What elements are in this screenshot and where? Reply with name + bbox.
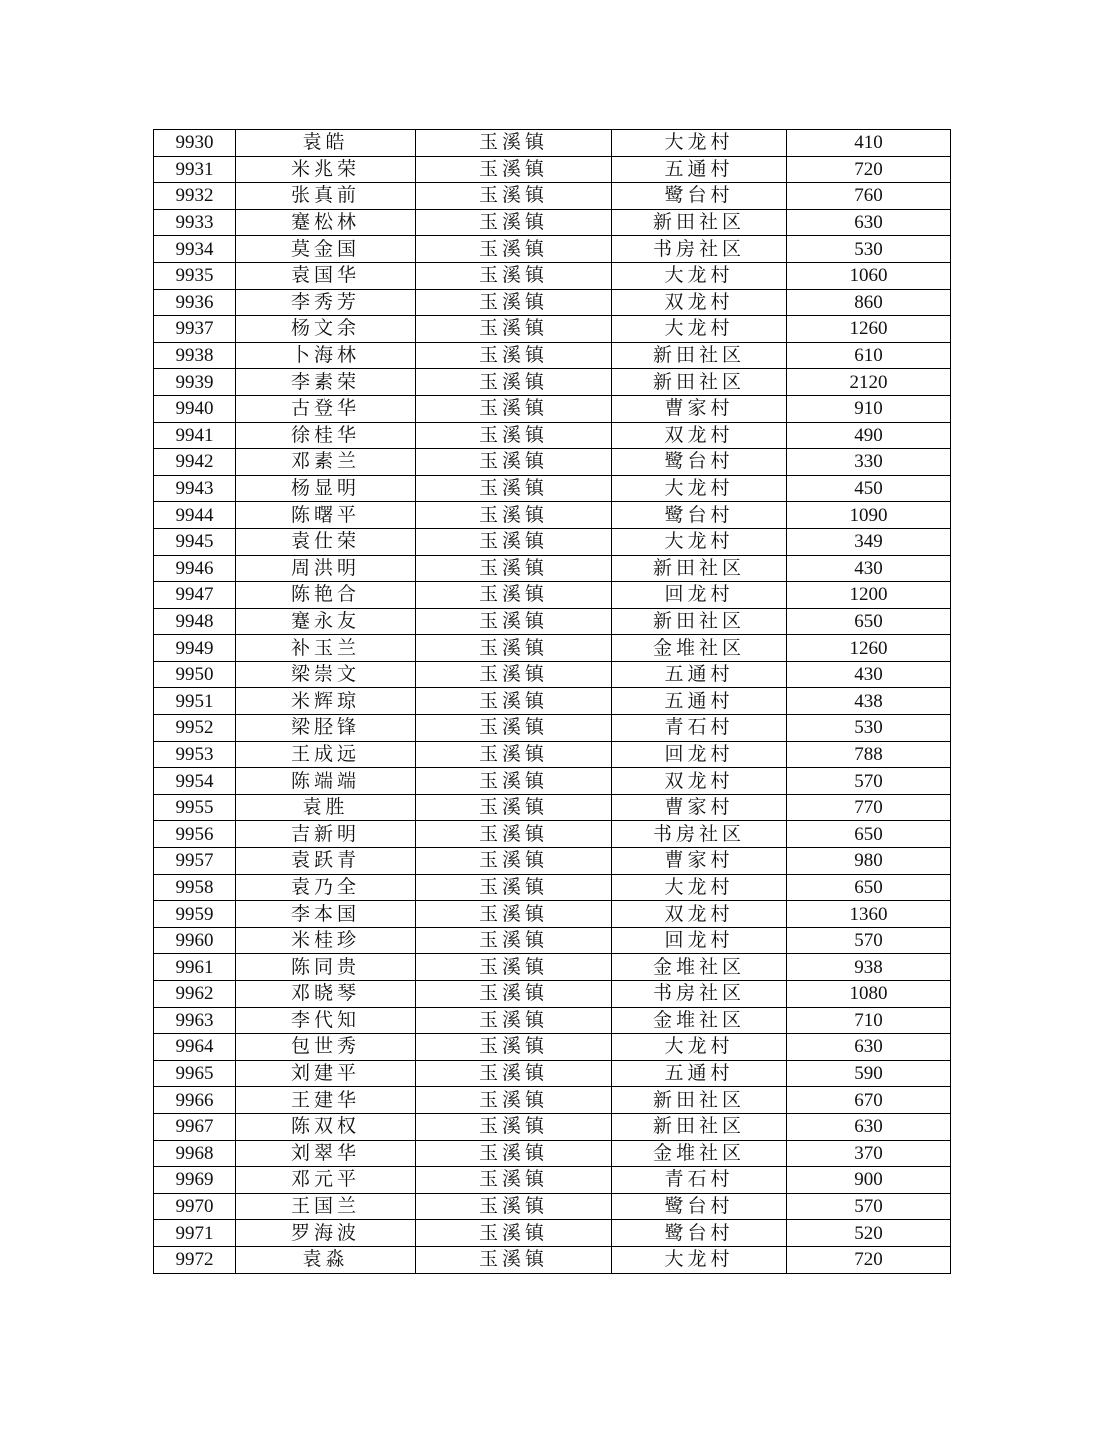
row-number-cell: 9935 (154, 262, 236, 289)
table-row (154, 555, 951, 582)
village-cell: 双龙村 (612, 901, 787, 928)
table-row (154, 422, 951, 449)
person-name-cell: 梁崇文 (236, 661, 416, 688)
table-row (154, 1140, 951, 1167)
row-number-cell: 9946 (154, 555, 236, 582)
table-row (154, 874, 951, 901)
row-number-cell: 9945 (154, 528, 236, 555)
person-name-cell: 袁乃全 (236, 874, 416, 901)
town-cell: 玉溪镇 (416, 1007, 612, 1034)
amount-cell: 450 (787, 475, 951, 502)
row-number-cell: 9941 (154, 422, 236, 449)
row-number-cell: 9932 (154, 183, 236, 210)
town-cell: 玉溪镇 (416, 422, 612, 449)
data-table (153, 129, 951, 1274)
amount-cell: 720 (787, 1246, 951, 1273)
table-row (154, 369, 951, 396)
town-cell: 玉溪镇 (416, 528, 612, 555)
table-row (154, 715, 951, 742)
table-row (154, 130, 951, 157)
village-cell: 五通村 (612, 1060, 787, 1087)
person-name-cell: 陈同贵 (236, 954, 416, 981)
village-cell: 金堆社区 (612, 1007, 787, 1034)
amount-cell: 630 (787, 1034, 951, 1061)
table-row (154, 342, 951, 369)
amount-cell: 1360 (787, 901, 951, 928)
row-number-cell: 9948 (154, 608, 236, 635)
person-name-cell: 陈双权 (236, 1113, 416, 1140)
village-cell: 书房社区 (612, 981, 787, 1008)
amount-cell: 610 (787, 342, 951, 369)
village-cell: 鹭台村 (612, 502, 787, 529)
town-cell: 玉溪镇 (416, 661, 612, 688)
person-name-cell: 邓晓琴 (236, 981, 416, 1008)
amount-cell: 330 (787, 449, 951, 476)
row-number-cell: 9937 (154, 316, 236, 343)
table-row (154, 954, 951, 981)
town-cell: 玉溪镇 (416, 502, 612, 529)
person-name-cell: 袁淼 (236, 1246, 416, 1273)
row-number-cell: 9965 (154, 1060, 236, 1087)
village-cell: 青石村 (612, 1167, 787, 1194)
amount-cell: 1080 (787, 981, 951, 1008)
person-name-cell: 周洪明 (236, 555, 416, 582)
town-cell: 玉溪镇 (416, 236, 612, 263)
table-row (154, 582, 951, 609)
table-row (154, 475, 951, 502)
town-cell: 玉溪镇 (416, 981, 612, 1008)
village-cell: 回龙村 (612, 927, 787, 954)
table-row (154, 848, 951, 875)
row-number-cell: 9947 (154, 582, 236, 609)
amount-cell: 1260 (787, 316, 951, 343)
village-cell: 大龙村 (612, 528, 787, 555)
row-number-cell: 9934 (154, 236, 236, 263)
table-row (154, 688, 951, 715)
table-row (154, 1246, 951, 1273)
amount-cell: 770 (787, 794, 951, 821)
row-number-cell: 9953 (154, 741, 236, 768)
person-name-cell: 袁胜 (236, 794, 416, 821)
person-name-cell: 杨文余 (236, 316, 416, 343)
village-cell: 双龙村 (612, 768, 787, 795)
person-name-cell: 张真前 (236, 183, 416, 210)
town-cell: 玉溪镇 (416, 635, 612, 662)
village-cell: 鹭台村 (612, 1193, 787, 1220)
amount-cell: 788 (787, 741, 951, 768)
amount-cell: 720 (787, 156, 951, 183)
table-row (154, 1220, 951, 1247)
person-name-cell: 李秀芳 (236, 289, 416, 316)
person-name-cell: 梁胫锋 (236, 715, 416, 742)
table-row (154, 395, 951, 422)
amount-cell: 710 (787, 1007, 951, 1034)
person-name-cell: 陈曙平 (236, 502, 416, 529)
row-number-cell: 9963 (154, 1007, 236, 1034)
village-cell: 新田社区 (612, 209, 787, 236)
row-number-cell: 9943 (154, 475, 236, 502)
row-number-cell: 9940 (154, 395, 236, 422)
town-cell: 玉溪镇 (416, 475, 612, 502)
person-name-cell: 吉新明 (236, 821, 416, 848)
village-cell: 青石村 (612, 715, 787, 742)
row-number-cell: 9964 (154, 1034, 236, 1061)
town-cell: 玉溪镇 (416, 768, 612, 795)
village-cell: 新田社区 (612, 369, 787, 396)
village-cell: 大龙村 (612, 1034, 787, 1061)
town-cell: 玉溪镇 (416, 1113, 612, 1140)
village-cell: 金堆社区 (612, 635, 787, 662)
row-number-cell: 9939 (154, 369, 236, 396)
village-cell: 金堆社区 (612, 954, 787, 981)
table-row (154, 794, 951, 821)
row-number-cell: 9955 (154, 794, 236, 821)
amount-cell: 530 (787, 715, 951, 742)
row-number-cell: 9969 (154, 1167, 236, 1194)
table-row (154, 1034, 951, 1061)
amount-cell: 430 (787, 661, 951, 688)
table-row (154, 1193, 951, 1220)
row-number-cell: 9958 (154, 874, 236, 901)
village-cell: 五通村 (612, 156, 787, 183)
village-cell: 书房社区 (612, 821, 787, 848)
town-cell: 玉溪镇 (416, 927, 612, 954)
amount-cell: 760 (787, 183, 951, 210)
village-cell: 大龙村 (612, 316, 787, 343)
table-row (154, 316, 951, 343)
amount-cell: 570 (787, 1193, 951, 1220)
amount-cell: 370 (787, 1140, 951, 1167)
table-row (154, 209, 951, 236)
row-number-cell: 9936 (154, 289, 236, 316)
table-row (154, 289, 951, 316)
person-name-cell: 古登华 (236, 395, 416, 422)
town-cell: 玉溪镇 (416, 1060, 612, 1087)
table-row (154, 661, 951, 688)
row-number-cell: 9954 (154, 768, 236, 795)
village-cell: 新田社区 (612, 342, 787, 369)
town-cell: 玉溪镇 (416, 289, 612, 316)
table-row (154, 449, 951, 476)
table-row (154, 1113, 951, 1140)
row-number-cell: 9933 (154, 209, 236, 236)
row-number-cell: 9931 (154, 156, 236, 183)
town-cell: 玉溪镇 (416, 741, 612, 768)
village-cell: 五通村 (612, 688, 787, 715)
town-cell: 玉溪镇 (416, 821, 612, 848)
person-name-cell: 王成远 (236, 741, 416, 768)
town-cell: 玉溪镇 (416, 1246, 612, 1273)
town-cell: 玉溪镇 (416, 848, 612, 875)
person-name-cell: 李素荣 (236, 369, 416, 396)
table-row (154, 741, 951, 768)
person-name-cell: 杨显明 (236, 475, 416, 502)
table-row (154, 927, 951, 954)
row-number-cell: 9951 (154, 688, 236, 715)
village-cell: 曹家村 (612, 794, 787, 821)
town-cell: 玉溪镇 (416, 874, 612, 901)
village-cell: 双龙村 (612, 289, 787, 316)
row-number-cell: 9956 (154, 821, 236, 848)
amount-cell: 650 (787, 608, 951, 635)
amount-cell: 980 (787, 848, 951, 875)
amount-cell: 570 (787, 927, 951, 954)
person-name-cell: 袁仕荣 (236, 528, 416, 555)
person-name-cell: 罗海波 (236, 1220, 416, 1247)
village-cell: 大龙村 (612, 130, 787, 157)
town-cell: 玉溪镇 (416, 1193, 612, 1220)
row-number-cell: 9967 (154, 1113, 236, 1140)
row-number-cell: 9972 (154, 1246, 236, 1273)
amount-cell: 938 (787, 954, 951, 981)
village-cell: 回龙村 (612, 741, 787, 768)
village-cell: 鹭台村 (612, 183, 787, 210)
row-number-cell: 9971 (154, 1220, 236, 1247)
person-name-cell: 邓素兰 (236, 449, 416, 476)
village-cell: 曹家村 (612, 848, 787, 875)
table-row (154, 1007, 951, 1034)
town-cell: 玉溪镇 (416, 369, 612, 396)
village-cell: 鹭台村 (612, 449, 787, 476)
table-row (154, 635, 951, 662)
village-cell: 新田社区 (612, 1087, 787, 1114)
amount-cell: 410 (787, 130, 951, 157)
row-number-cell: 9959 (154, 901, 236, 928)
amount-cell: 1200 (787, 582, 951, 609)
village-cell: 回龙村 (612, 582, 787, 609)
person-name-cell: 卜海林 (236, 342, 416, 369)
row-number-cell: 9952 (154, 715, 236, 742)
person-name-cell: 陈端端 (236, 768, 416, 795)
row-number-cell: 9961 (154, 954, 236, 981)
town-cell: 玉溪镇 (416, 794, 612, 821)
town-cell: 玉溪镇 (416, 1034, 612, 1061)
table-row (154, 528, 951, 555)
person-name-cell: 刘建平 (236, 1060, 416, 1087)
row-number-cell: 9942 (154, 449, 236, 476)
amount-cell: 910 (787, 395, 951, 422)
table-row (154, 768, 951, 795)
table-row (154, 608, 951, 635)
person-name-cell: 袁皓 (236, 130, 416, 157)
person-name-cell: 邓元平 (236, 1167, 416, 1194)
town-cell: 玉溪镇 (416, 582, 612, 609)
amount-cell: 349 (787, 528, 951, 555)
row-number-cell: 9938 (154, 342, 236, 369)
row-number-cell: 9950 (154, 661, 236, 688)
person-name-cell: 米辉琼 (236, 688, 416, 715)
person-name-cell: 徐桂华 (236, 422, 416, 449)
town-cell: 玉溪镇 (416, 342, 612, 369)
village-cell: 金堆社区 (612, 1140, 787, 1167)
table-row (154, 236, 951, 263)
row-number-cell: 9960 (154, 927, 236, 954)
table-row (154, 502, 951, 529)
row-number-cell: 9966 (154, 1087, 236, 1114)
town-cell: 玉溪镇 (416, 715, 612, 742)
person-name-cell: 莫金国 (236, 236, 416, 263)
table-row (154, 901, 951, 928)
person-name-cell: 补玉兰 (236, 635, 416, 662)
row-number-cell: 9944 (154, 502, 236, 529)
village-cell: 新田社区 (612, 608, 787, 635)
person-name-cell: 蹇松林 (236, 209, 416, 236)
table-row (154, 821, 951, 848)
row-number-cell: 9930 (154, 130, 236, 157)
town-cell: 玉溪镇 (416, 130, 612, 157)
amount-cell: 650 (787, 821, 951, 848)
amount-cell: 1260 (787, 635, 951, 662)
amount-cell: 650 (787, 874, 951, 901)
village-cell: 书房社区 (612, 236, 787, 263)
amount-cell: 630 (787, 209, 951, 236)
person-name-cell: 米兆荣 (236, 156, 416, 183)
village-cell: 大龙村 (612, 1246, 787, 1273)
village-cell: 大龙村 (612, 874, 787, 901)
row-number-cell: 9957 (154, 848, 236, 875)
village-cell: 新田社区 (612, 555, 787, 582)
town-cell: 玉溪镇 (416, 1167, 612, 1194)
amount-cell: 1090 (787, 502, 951, 529)
person-name-cell: 米桂珍 (236, 927, 416, 954)
village-cell: 鹭台村 (612, 1220, 787, 1247)
amount-cell: 630 (787, 1113, 951, 1140)
person-name-cell: 袁跃青 (236, 848, 416, 875)
village-cell: 曹家村 (612, 395, 787, 422)
table-row (154, 1167, 951, 1194)
amount-cell: 490 (787, 422, 951, 449)
village-cell: 五通村 (612, 661, 787, 688)
town-cell: 玉溪镇 (416, 954, 612, 981)
person-name-cell: 王国兰 (236, 1193, 416, 1220)
table-row (154, 1060, 951, 1087)
town-cell: 玉溪镇 (416, 555, 612, 582)
person-name-cell: 王建华 (236, 1087, 416, 1114)
amount-cell: 430 (787, 555, 951, 582)
table-row (154, 183, 951, 210)
town-cell: 玉溪镇 (416, 395, 612, 422)
person-name-cell: 李代知 (236, 1007, 416, 1034)
person-name-cell: 蹇永友 (236, 608, 416, 635)
person-name-cell: 包世秀 (236, 1034, 416, 1061)
village-cell: 大龙村 (612, 475, 787, 502)
town-cell: 玉溪镇 (416, 901, 612, 928)
person-name-cell: 陈艳合 (236, 582, 416, 609)
town-cell: 玉溪镇 (416, 1140, 612, 1167)
person-name-cell: 袁国华 (236, 262, 416, 289)
village-cell: 大龙村 (612, 262, 787, 289)
town-cell: 玉溪镇 (416, 1220, 612, 1247)
amount-cell: 590 (787, 1060, 951, 1087)
town-cell: 玉溪镇 (416, 209, 612, 236)
table-row (154, 156, 951, 183)
town-cell: 玉溪镇 (416, 1087, 612, 1114)
amount-cell: 1060 (787, 262, 951, 289)
village-cell: 新田社区 (612, 1113, 787, 1140)
town-cell: 玉溪镇 (416, 183, 612, 210)
person-name-cell: 李本国 (236, 901, 416, 928)
amount-cell: 860 (787, 289, 951, 316)
amount-cell: 530 (787, 236, 951, 263)
row-number-cell: 9970 (154, 1193, 236, 1220)
row-number-cell: 9968 (154, 1140, 236, 1167)
town-cell: 玉溪镇 (416, 608, 612, 635)
table-row (154, 981, 951, 1008)
row-number-cell: 9949 (154, 635, 236, 662)
person-name-cell: 刘翠华 (236, 1140, 416, 1167)
town-cell: 玉溪镇 (416, 262, 612, 289)
amount-cell: 438 (787, 688, 951, 715)
amount-cell: 2120 (787, 369, 951, 396)
amount-cell: 520 (787, 1220, 951, 1247)
row-number-cell: 9962 (154, 981, 236, 1008)
town-cell: 玉溪镇 (416, 688, 612, 715)
table-row (154, 1087, 951, 1114)
amount-cell: 900 (787, 1167, 951, 1194)
town-cell: 玉溪镇 (416, 156, 612, 183)
town-cell: 玉溪镇 (416, 316, 612, 343)
table-row (154, 262, 951, 289)
village-cell: 双龙村 (612, 422, 787, 449)
town-cell: 玉溪镇 (416, 449, 612, 476)
amount-cell: 570 (787, 768, 951, 795)
amount-cell: 670 (787, 1087, 951, 1114)
table-body (154, 130, 951, 1274)
